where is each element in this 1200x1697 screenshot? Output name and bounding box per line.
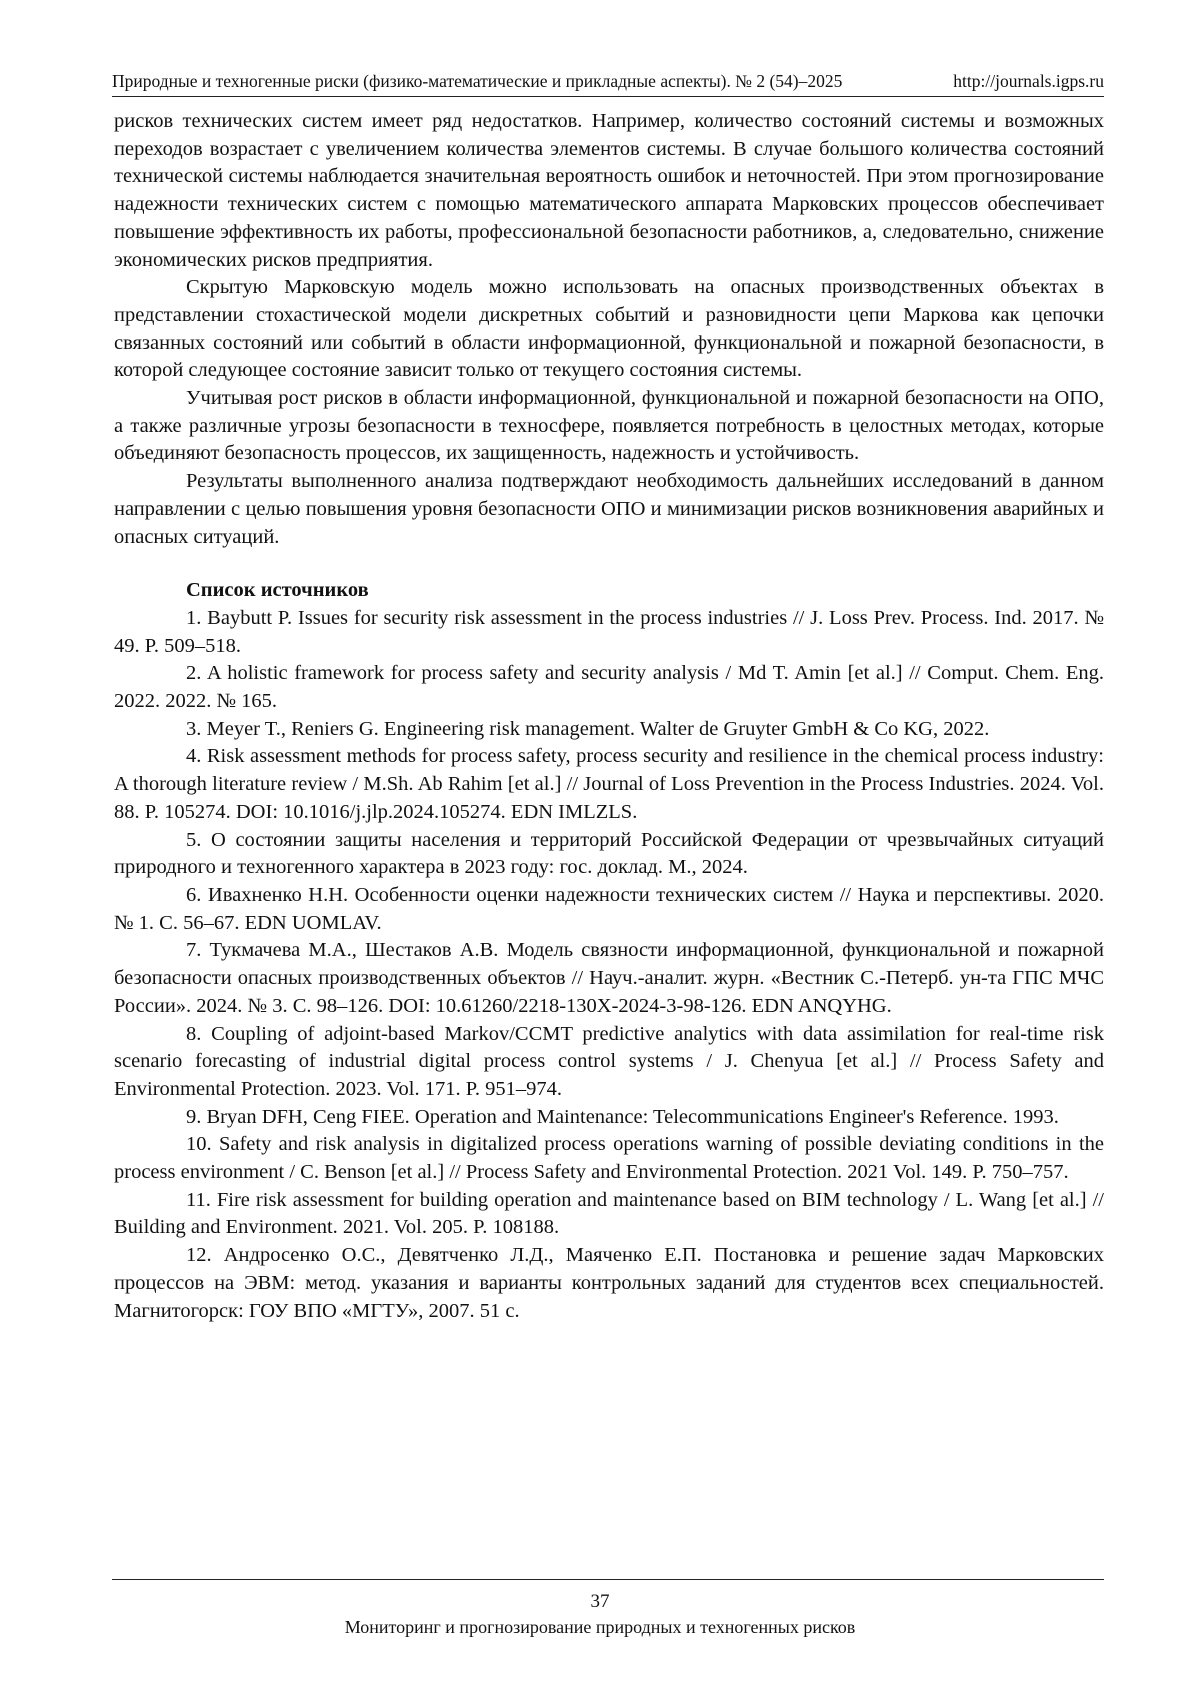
body-paragraph: рисков технических систем имеет ряд недостатков. Например, количество состояний системы и возможных переходов возрастает с увеличением количества элементов системы. В случае большого количества состояний технической системы наблюдается значительная вероятность ошибок и неточностей. При этом прогнозирование надежности технических систем с помощью математического аппарата Марковских процессов обеспечивает повышение эффективность их работы, профессиональной безопасности работников, а, следовательно, снижение экономических рисков предприятия. [114, 110, 1104, 271]
journal-url[interactable]: http://journals.igps.ru [953, 71, 1104, 91]
reference-item: 4. Risk assessment methods for process safety, process security and resilience in the chemical process industry: A thorough literature review / M.Sh. Ab Rahim [et al.] // Journal of Loss Prevention in the Process Industries. 2024. Vol. 88. P. 105274. DOI: 10.1016/j.jlp.2024.105274. EDN IMLZLS. [114, 745, 1104, 823]
header-divider [112, 96, 1104, 97]
reference-item: 11. Fire risk assessment for building operation and maintenance based on BIM technology / L. Wang [et al.] // Building and Environment. 2021. Vol. 205. P. 108188. [114, 1188, 1104, 1239]
reference-item: 1. Baybutt P. Issues for security risk assessment in the process industries // J. Loss Prev. Process. Ind. 2017. № 49. P. 509–518. [114, 606, 1104, 657]
reference-item: 10. Safety and risk analysis in digitalized process operations warning of possible deviating conditions in the process environment / C. Benson [et al.] // Process Safety and Environmental Protection. 2021 Vol. 149. P. 750–757. [114, 1133, 1104, 1184]
journal-title: Природные и техногенные риски (физико-математические и прикладные аспекты). № 2 (54)–2025 [112, 71, 843, 91]
reference-item: 2. A holistic framework for process safety and security analysis / Md T. Amin [et al.] // Comput. Chem. Eng. 2022. 2022. № 165. [114, 662, 1104, 713]
reference-item: 8. Coupling of adjoint-based Markov/CCMT predictive analytics with data assimilation for real-time risk scenario forecasting of industrial digital process control systems / J. Chenyua [et al.] // Process Safety and Environmental Protection. 2023. Vol. 171. P. 951–974. [114, 1022, 1104, 1100]
reference-item: 12. Андросенко О.С., Девятченко Л.Д., Маяченко Е.П. Постановка и решение задач Марковских процессов на ЭВМ: метод. указания и варианты контрольных заданий для студентов всех специальностей. Магнитогорск: ГОУ ВПО «МГТУ», 2007. 51 с. [114, 1244, 1104, 1322]
running-header [112, 70, 1104, 92]
page-number: 37 [590, 1591, 610, 1612]
reference-item: 7. Тукмачева М.А., Шестаков А.В. Модель связности информационной, функциональной и пожарной безопасности опасных производственных объектов // Науч.-аналит. журн. «Вестник С.-Петерб. ун-та ГПС МЧС России». 2024. № 3. С. 98–126. DOI: 10.61260/2218-130Х-2024-3-98-126. EDN ANQYHG. [114, 939, 1104, 1017]
reference-item: 6. Ивахненко Н.Н. Особенности оценки надежности технических систем // Наука и перспективы. 2020. № 1. С. 56–67. EDN UOMLAV. [114, 883, 1104, 934]
references-heading: Список источников [186, 579, 369, 602]
reference-item: 9. Bryan DFH, Ceng FIEE. Operation and Maintenance: Telecommunications Engineer's Reference. 1993. [186, 1105, 1059, 1128]
body-paragraph: Результаты выполненного анализа подтверждают необходимость дальнейших исследований в данном направлении с целью повышения уровня безопасности ОПО и минимизации рисков возникновения аварийных и опасных ситуаций. [114, 470, 1104, 548]
body-paragraph: Учитывая рост рисков в области информационной, функциональной и пожарной безопасности на ОПО, а также различные угрозы безопасности в техносфере, появляется потребность в целостных методах, которые объединяют безопасность процессов, их защищенность, надежность и устойчивость. [114, 387, 1104, 465]
reference-item: 5. О состоянии защиты населения и территорий Российской Федерации от чрезвычайных ситуаций природного и техногенного характера в 2023 году: гос. доклад. М., 2024. [114, 828, 1104, 879]
page-content [114, 108, 1104, 1325]
footer-section-title: Мониторинг и прогнозирование природных и техногенных рисков [344, 1617, 856, 1637]
reference-item: 3. Meyer T., Reniers G. Engineering risk management. Walter de Gruyter GmbH & Co KG, 2022. [186, 717, 990, 740]
body-paragraph: Скрытую Марковскую модель можно использовать на опасных производственных объектах в представлении стохастической модели дискретных событий и разновидности цепи Маркова как цепочки связанных состояний или событий в области информационной, функциональной и пожарной безопасности, в которой следующее состояние зависит только от текущего состояния системы. [114, 276, 1104, 382]
footer-divider [112, 1579, 1104, 1580]
